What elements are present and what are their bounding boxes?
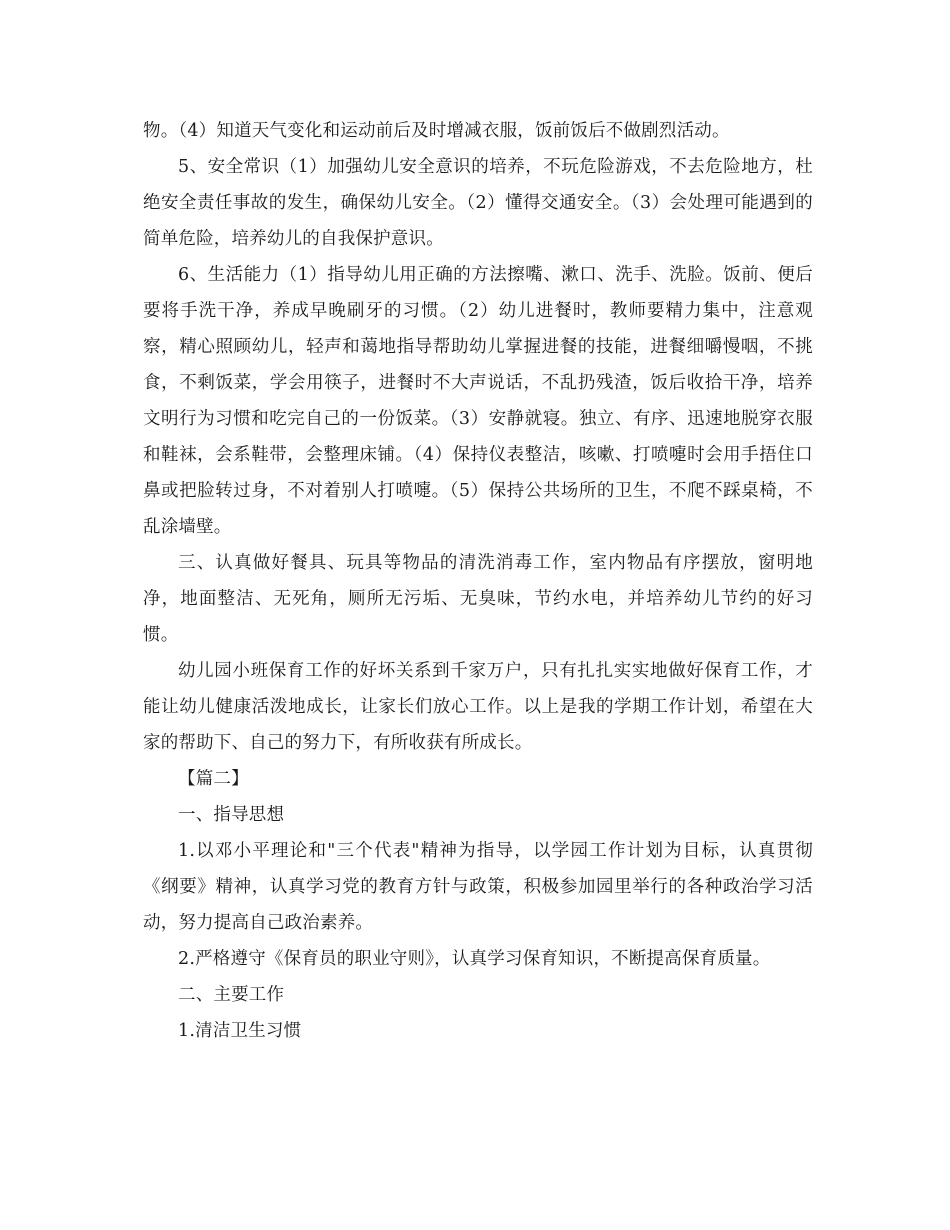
paragraph-3: 6、生活能力（1）指导幼儿用正确的方法擦嘴、漱口、洗手、洗脸。饭前、便后要将手洗干净，养成早晚刷牙的习惯。（2）幼儿进餐时，教师要精力集中，注意观察，精心照顾幼儿，轻声和蔼地指导帮助幼儿掌握进餐的技能，进餐细嚼慢咽，不挑食，不剩饭菜，学会用筷子，进餐时不大声说话，不乱扔残渣，饭后收拾干净，培养文明行为习惯和吃完自己的一份饭菜。（3）安静就寝。独立、有序、迅速地脱穿衣服和鞋袜，会系鞋带，会整理床铺。（4）保持仪表整洁，咳嗽、打喷嚏时会用手捂住口鼻或把脸转过身，不对着别人打喷嚏。（5）保持公共场所的卫生，不爬不踩桌椅，不乱涂墙壁。 <box>143 265 813 537</box>
section-heading-part-two: 【篇二】 <box>178 769 249 789</box>
heading-main-work: 二、主要工作 <box>178 985 285 1005</box>
paragraph-2: 5、安全常识（1）加强幼儿安全意识的培养，不玩危险游戏，不去危险地方，杜绝安全责任事故的发生，确保幼儿安全。（2）懂得交通安全。（3）会处理可能遇到的简单危险，培养幼儿的自我保护意识。 <box>143 157 813 249</box>
paragraph-guiding-2: 2.严格遵守《保育员的职业守则》，认真学习保育知识，不断提高保育质量。 <box>178 949 771 969</box>
paragraph-1: 物。（4）知道天气变化和运动前后及时增减衣服，饭前饭后不做剧烈活动。 <box>143 121 730 141</box>
heading-cleanliness-habits: 1.清洁卫生习惯 <box>178 1021 302 1041</box>
document-body <box>143 113 813 1049</box>
paragraph-guiding-1: 1.以邓小平理论和"三个代表"精神为指导，以学园工作计划为目标，认真贯彻《纲要》精神，认真学习党的教育方针与政策，积极参加园里举行的各种政治学习活动，努力提高自己政治素养。 <box>143 841 813 933</box>
heading-guiding-ideology: 一、指导思想 <box>178 805 285 825</box>
paragraph-4: 三、认真做好餐具、玩具等物品的清洗消毒工作，室内物品有序摆放，窗明地净，地面整洁、无死角，厕所无污垢、无臭味，节约水电，并培养幼儿节约的好习惯。 <box>143 553 813 645</box>
paragraph-5: 幼儿园小班保育工作的好坏关系到千家万户，只有扎扎实实地做好保育工作，才能让幼儿健康活泼地成长，让家长们放心工作。以上是我的学期工作计划，希望在大家的帮助下、自己的努力下，有所收获有所成长。 <box>143 661 813 753</box>
